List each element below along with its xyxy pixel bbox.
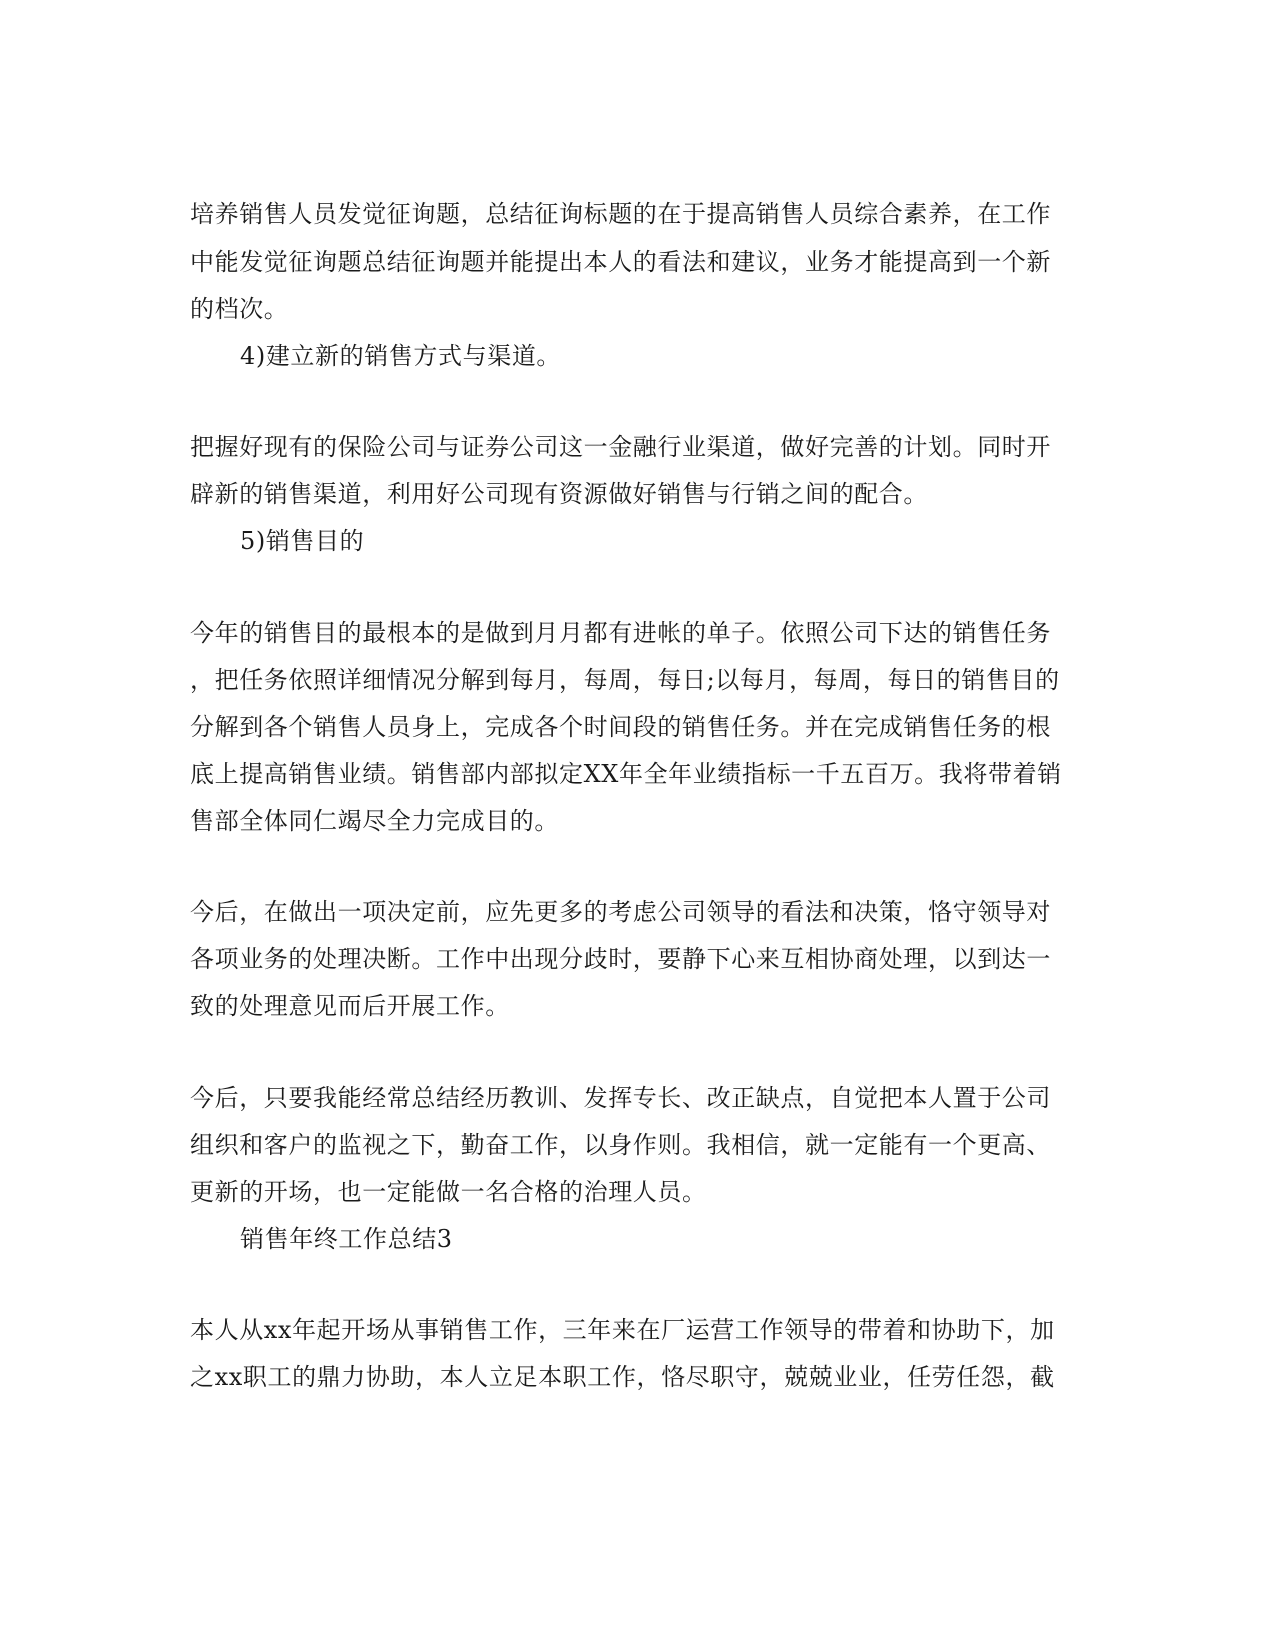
list-heading: 5)销售目的 bbox=[240, 527, 365, 555]
list-heading: 4)建立新的销售方式与渠道。 bbox=[240, 342, 562, 370]
text-line: 本人从xx年起开场从事销售工作，三年来在厂运营工作领导的带着和协助下，加 bbox=[190, 1316, 1055, 1344]
text-line: 辟新的销售渠道，利用好公司现有资源做好销售与行销之间的配合。 bbox=[190, 480, 928, 508]
text-line: 今后，在做出一项决定前，应先更多的考虑公司领导的看法和决策，恪守领导对 bbox=[190, 898, 1051, 926]
text-line: 组织和客户的监视之下，勤奋工作，以身作则。我相信，就一定能有一个更高、 bbox=[190, 1131, 1051, 1159]
text-line: 的档次。 bbox=[190, 295, 289, 323]
text-line: 更新的开场，也一定能做一名合格的治理人员。 bbox=[190, 1178, 707, 1206]
text-line: 各项业务的处理决断。工作中出现分歧时，要静下心来互相协商处理，以到达一 bbox=[190, 945, 1051, 973]
text-line: 分解到各个销售人员身上，完成各个时间段的销售任务。并在完成销售任务的根 bbox=[190, 713, 1051, 741]
text-line: 中能发觉征询题总结征询题并能提出本人的看法和建议，业务才能提高到一个新 bbox=[190, 248, 1051, 276]
section-title: 销售年终工作总结3 bbox=[240, 1225, 453, 1253]
text-line: 培养销售人员发觉征询题，总结征询标题的在于提高销售人员综合素养，在工作 bbox=[190, 200, 1051, 228]
text-line: 售部全体同仁竭尽全力完成目的。 bbox=[190, 807, 559, 835]
text-line: 今年的销售目的最根本的是做到月月都有进帐的单子。依照公司下达的销售任务 bbox=[190, 619, 1051, 647]
text-line: 致的处理意见而后开展工作。 bbox=[190, 992, 510, 1020]
text-line: 把握好现有的保险公司与证券公司这一金融行业渠道，做好完善的计划。同时开 bbox=[190, 433, 1051, 461]
text-line: ，把任务依照详细情况分解到每月，每周，每日;以每月，每周，每日的销售目的 bbox=[190, 666, 1060, 694]
text-line: 底上提高销售业绩。销售部内部拟定XX年全年业绩指标一千五百万。我将带着销 bbox=[190, 760, 1062, 788]
text-line: 今后，只要我能经常总结经历教训、发挥专长、改正缺点，自觉把本人置于公司 bbox=[190, 1084, 1051, 1112]
text-line: 之xx职工的鼎力协助，本人立足本职工作，恪尽职守，兢兢业业，任劳任怨，截 bbox=[190, 1363, 1055, 1391]
